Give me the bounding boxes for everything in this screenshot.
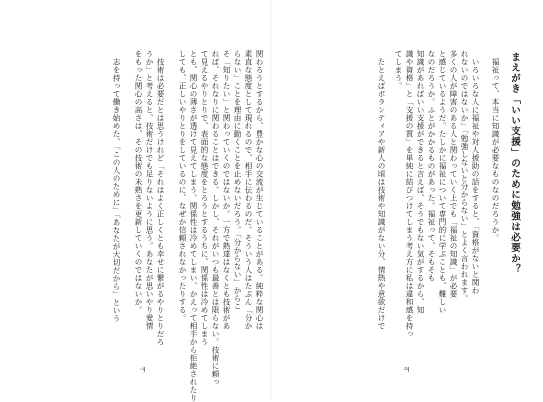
- lp-line-0: 関わろうとするから、豊かな心の交流が生じていることがある。純粋な関心は: [255, 50, 264, 330]
- lp-line-1: 素直な態度として現れるので、相手に伝わるのだ。そういう人はたぶん「分か: [244, 50, 253, 330]
- rp-line-6: 知識があればいい支援ができると言えば、そうでもない気がするから、知: [416, 50, 425, 314]
- lp-line-5: て見えるやりとりで、表面的な態度をとろうとするうちに、関係性は冷めてしまう: [200, 50, 209, 346]
- lp-line-3: そ「知りたい」と関わっていくのではないか。一方で熟達はなくとも技術があ: [222, 50, 231, 330]
- page-number-left: 7: [138, 367, 145, 374]
- lp-line-2: らない」ことを理由に動くことを止めないだろう。「分からない」からこ: [233, 50, 242, 311]
- lp-line-7: しても、正しいやりとりをしているのに、なぜか信頼されなかったりする。: [178, 50, 187, 322]
- rp-line-1: いろいろな人に福祉や対人援助の話をすると、「資格がないと関わ: [471, 58, 480, 295]
- rp-line-2: れないのではないか」「勉強しないと分からない」とよく言われます。: [460, 50, 469, 303]
- lp-line-11: をもった関心の高さは、その技術の未熟さを更新していくのではないか。: [134, 50, 143, 314]
- rp-line-9: たとえばボランティアや新人の頃は技術や知識がない分、情熱や意欲だけで: [377, 58, 386, 330]
- rp-line-7: 識や資格」と「支援の質」を単純に結びつけてしまう考え方に私は違和感を持っ: [405, 50, 414, 338]
- rp-line-4: と感じているようだ。たしかに福祉について専門的に学ぶことも、難しい: [438, 50, 447, 314]
- lp-line-6: とも、関心の薄さが透けて見えてしまう。関係性は冷めてしまい、かえって相手から拒絶されたり: [189, 50, 198, 402]
- rp-line-8: てしまう。: [394, 50, 403, 90]
- lp-line-13: 志を持って働き始めた、「この人のために」「あなたが大切だから」という: [112, 58, 121, 323]
- page-number-right: 6: [402, 367, 409, 374]
- chapter-title: まえがき「いい支援」のために勉強は必要か？: [509, 52, 520, 275]
- rp-line-5: なのだろうか。ふとがかかるものがあった。福祉って、そもそも: [427, 50, 436, 282]
- gutter: [270, 0, 272, 400]
- rp-line-0: 福祉って、本当に知識が必要なものなのだろうか。: [491, 58, 500, 242]
- lp-line-4: れば、それなりに関わることはできる。しかし、それがいつも最善とは限らない。技術に頼っ: [211, 50, 220, 386]
- lp-line-10: うか」と考えると、技術だけでも足りないように思う。あなたが思いやり愛情: [145, 50, 154, 330]
- rp-line-3: 多くの人が障害のある人と関わっていく上でも「福祉の知識」が必要: [449, 50, 458, 298]
- lp-line-9: 技術は必要だとは思うけれど「それはよく正しくとも幸せに繋がるやりとりだろ: [156, 58, 165, 346]
